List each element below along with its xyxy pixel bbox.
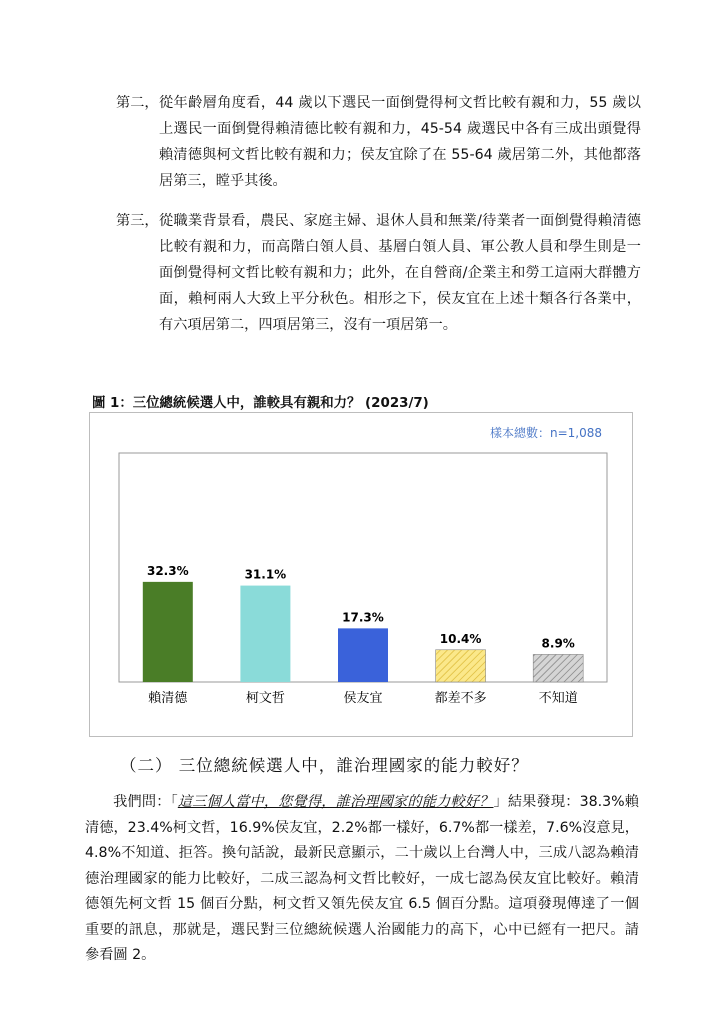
bar-都差不多 <box>436 650 486 682</box>
paragraph-label: 第二， <box>116 95 159 111</box>
question-suffix: 」結果發現：38.3%賴 <box>493 794 639 810</box>
sample-size-note: 樣本總數：n=1,088 <box>489 426 602 440</box>
bar-chart <box>90 413 634 738</box>
figure-title: 圖 1：三位總統候選人中，誰較具有親和力？ (2023/7) <box>92 396 429 411</box>
category-label: 都差不多 <box>434 691 487 706</box>
category-label: 賴清德 <box>148 691 188 706</box>
data-label: 10.4% <box>439 631 482 646</box>
question-prefix: 我們問：「 <box>113 794 178 810</box>
paragraph-age <box>116 90 641 194</box>
data-label: 32.3% <box>146 563 189 578</box>
bar-不知道 <box>533 654 583 682</box>
section-heading: （二） 三位總統候選人中，誰治理國家的能力較好？ <box>120 756 529 775</box>
paragraph-line: 參看圖 2。 <box>85 947 156 963</box>
chart-frame <box>89 412 633 737</box>
paragraph-line: 清德，23.4%柯文哲，16.9%侯友宜，2.2%都一樣好，6.7%都一樣差，7.6%沒意見， <box>85 819 639 836</box>
paragraph-line: 有六項居第二，四項居第三，沒有一項居第一。 <box>159 317 457 333</box>
bar-柯文哲 <box>240 586 290 682</box>
paragraph-line: 德治理國家的能力比較好，二成三認為柯文哲比較好，一成七認為侯友宜比較好。賴清 <box>85 870 639 887</box>
bar-侯友宜 <box>338 628 388 682</box>
category-label: 不知道 <box>538 691 578 706</box>
paragraph-line: 面，賴柯兩人大致上平分秋色。相形之下，侯友宜在上述十類各行各業中， <box>159 291 641 307</box>
paragraph-line: 比較有親和力，而高階白領人員、基層白領人員、軍公教人員和學生則是一 <box>159 239 641 255</box>
data-label: 8.9% <box>541 636 575 651</box>
survey-question: 這三個人當中，您覺得，誰治理國家的能力較好？ <box>177 794 494 810</box>
category-label: 柯文哲 <box>245 691 285 706</box>
paragraph-line: 從職業背景看，農民、家庭主婦、退休人員和無業/待業者一面倒覺得賴清德 <box>159 213 641 229</box>
paragraph-line: 居第三，瞠乎其後。 <box>159 173 287 189</box>
paragraph-line <box>85 790 639 816</box>
data-label: 31.1% <box>244 567 287 582</box>
category-label: 侯友宜 <box>343 691 383 706</box>
paragraph-line: 4.8%不知道、拒答。換句話說，最新民意顯示，二十歲以上台灣人中，三成八認為賴清 <box>85 845 639 861</box>
paragraph-label: 第三， <box>116 213 159 229</box>
paragraph-line: 德領先柯文哲 15 個百分點，柯文哲又領先侯友宜 6.5 個百分點。這項發現傳達了一個 <box>85 896 639 912</box>
paragraph-occupation <box>116 208 641 338</box>
paragraph-governance <box>85 790 639 969</box>
paragraph-line: 上選民一面倒覺得賴清德比較有親和力，45-54 歲選民中各有三成出頭覺得 <box>159 121 641 137</box>
paragraph-line: 面倒覺得柯文哲比較有親和力；此外，在自營商/企業主和勞工這兩大群體方 <box>159 265 641 281</box>
paragraph-line: 從年齡層角度看，44 歲以下選民一面倒覺得柯文哲比較有親和力，55 歲以 <box>159 95 641 111</box>
paragraph-line: 重要的訊息，那就是，選民對三位總統候選人治國能力的高下，心中已經有一把尺。請 <box>85 921 639 938</box>
bar-賴清德 <box>143 582 193 682</box>
data-label: 17.3% <box>342 610 384 625</box>
paragraph-line: 賴清德與柯文哲比較有親和力；侯友宜除了在 55-64 歲居第二外，其他都落 <box>159 147 641 163</box>
